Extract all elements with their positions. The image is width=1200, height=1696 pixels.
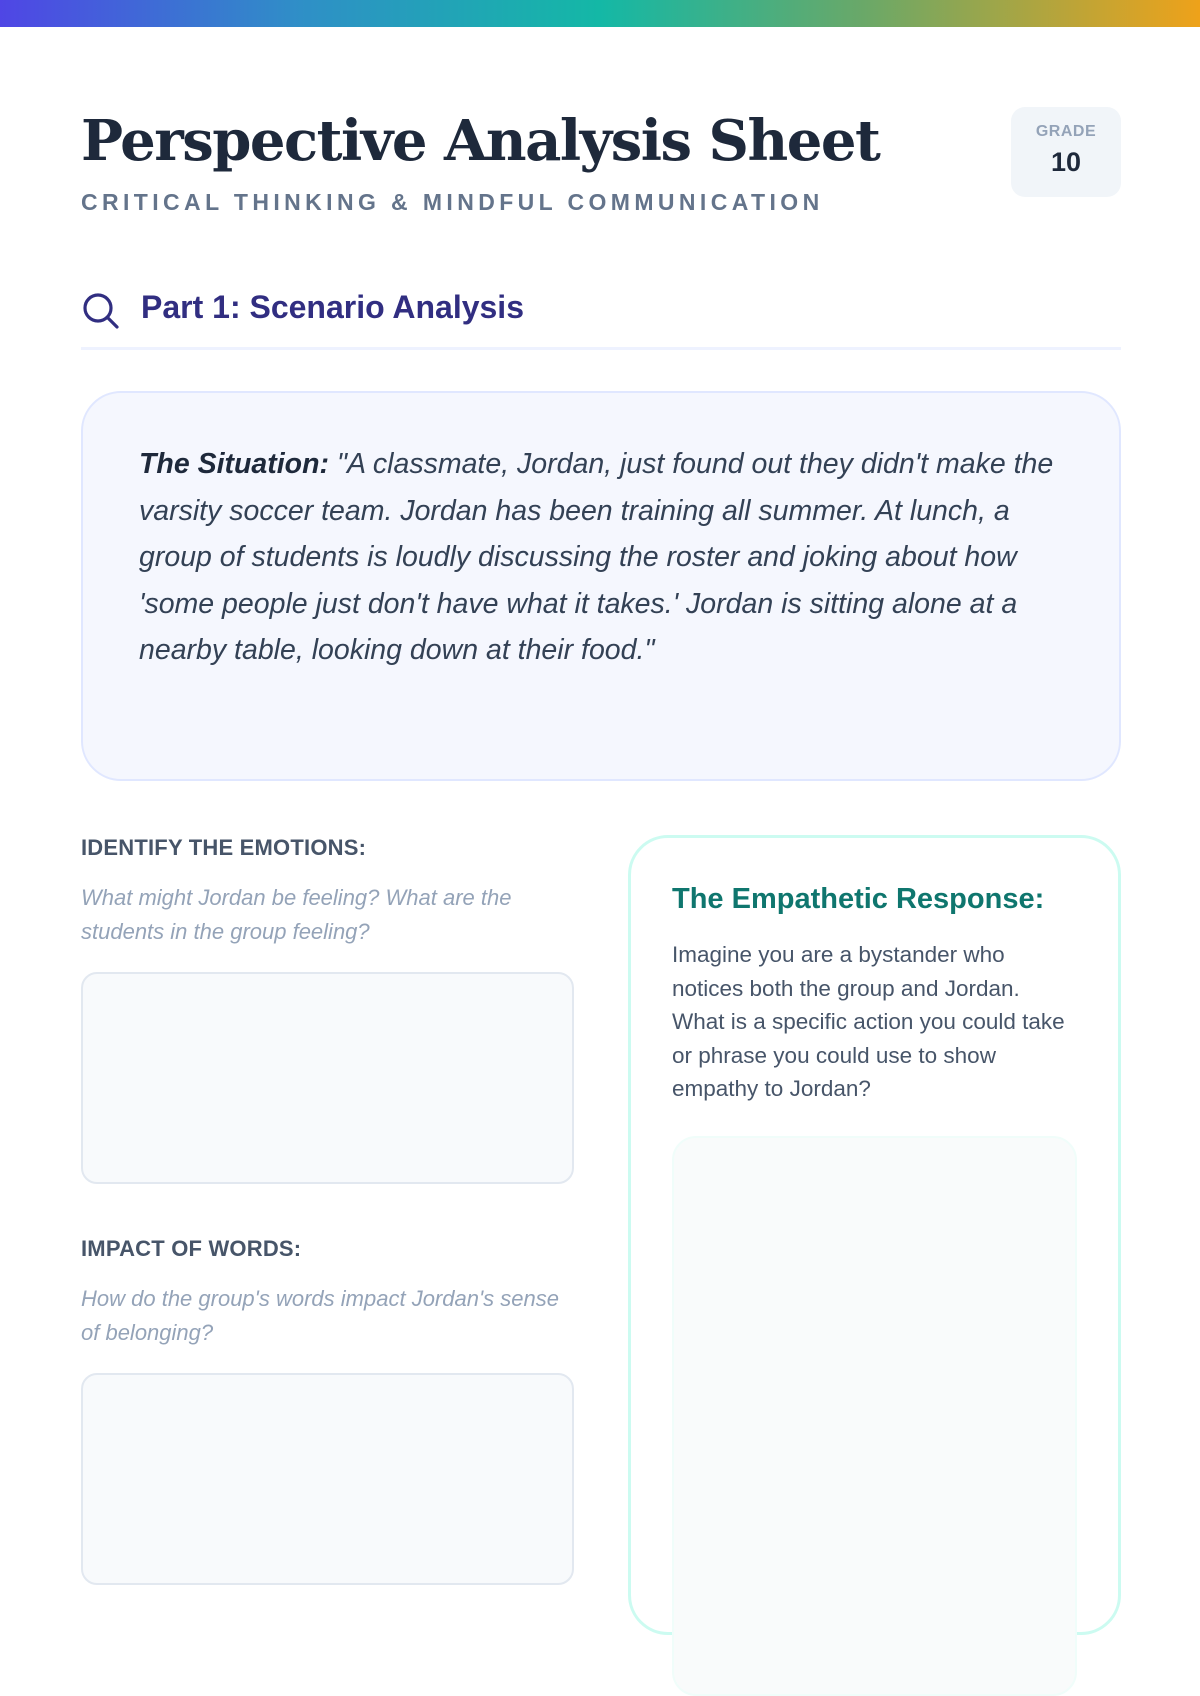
grade-value: 10 bbox=[1050, 147, 1082, 177]
question-hint: How do the group's words impact Jordan's sense of belonging? bbox=[81, 1286, 559, 1345]
scenario-text bbox=[139, 441, 1064, 674]
empathy-prompt: Imagine you are a bystander who notices both the group and Jordan. What is a specific action you could take or phrase you could use to show empathy to Jordan? bbox=[672, 942, 1065, 1101]
question-label: IMPACT OF WORDS: bbox=[81, 1236, 302, 1261]
worksheet-page bbox=[81, 0, 1121, 1600]
search-icon bbox=[81, 291, 121, 331]
emotions-answer-box[interactable] bbox=[81, 972, 574, 1184]
scenario-card bbox=[81, 391, 1121, 781]
empathy-card bbox=[628, 835, 1121, 1635]
question-block-impact bbox=[81, 1236, 574, 1585]
question-label: IDENTIFY THE EMOTIONS: bbox=[81, 835, 367, 860]
section-title: Part 1: Scenario Analysis bbox=[141, 289, 524, 325]
page-title: Perspective Analysis Sheet bbox=[81, 108, 880, 174]
worksheet-header bbox=[81, 105, 1121, 225]
question-hint: What might Jordan be feeling? What are the students in the group feeling? bbox=[81, 885, 512, 944]
grade-badge bbox=[1011, 107, 1121, 197]
empathy-answer-box[interactable] bbox=[672, 1136, 1077, 1696]
impact-answer-box[interactable] bbox=[81, 1373, 574, 1585]
scenario-lead: The Situation: bbox=[139, 448, 329, 480]
grade-label: GRADE bbox=[1035, 123, 1097, 140]
questions-column bbox=[81, 835, 574, 1585]
page-subtitle: CRITICAL THINKING & MINDFUL COMMUNICATION bbox=[81, 189, 824, 215]
section-header bbox=[81, 285, 1121, 350]
question-block-emotions bbox=[81, 835, 574, 1184]
scenario-body: "A classmate, Jordan, just found out they didn't make the varsity soccer team. Jordan has been training all summer. At lunch, a group of students is loudly discussing the roster and joking about how 'some people just don't have what it takes.' Jordan is sitting alone at a nearby table, looking down at their food." bbox=[139, 448, 1054, 667]
empathy-title: The Empathetic Response: bbox=[672, 883, 1045, 915]
